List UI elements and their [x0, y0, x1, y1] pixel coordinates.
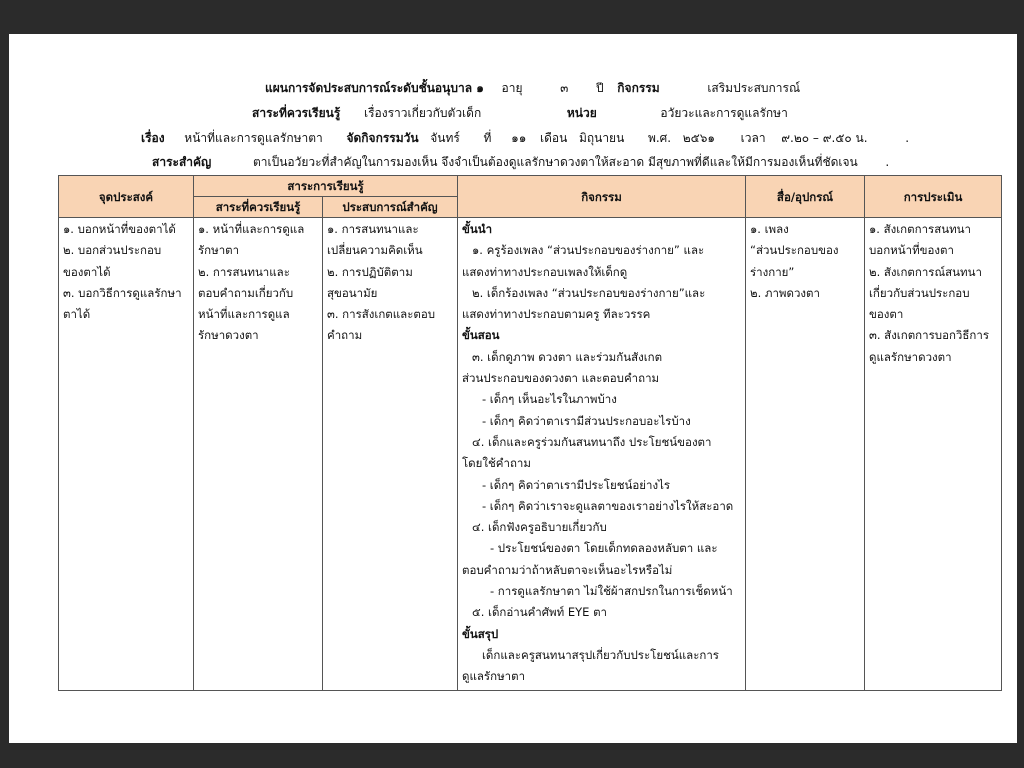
evaluation-line: บอกหน้าที่ของตา	[869, 243, 954, 258]
objective-line: ๒. บอกส่วนประกอบ	[63, 243, 162, 258]
activity-line: ๔. เด็กและครูร่วมกันสนทนาถึง ประโยชน์ของตา	[472, 434, 712, 449]
should-learn-line: รักษาดวงตา	[198, 328, 259, 343]
topic-value: หน้าที่และการดูแลรักษาตา	[184, 131, 323, 145]
media-cell	[746, 218, 865, 691]
plan-title: แผนการจัดประสบการณ์ระดับชั้นอนุบาล ๑	[265, 81, 484, 95]
month-value: มิถุนายน	[578, 131, 625, 145]
date-label: ที่	[483, 131, 492, 145]
key-experience-cell	[323, 218, 458, 691]
evaluation-line: ๓. สังเกตการบอกวิธีการ	[869, 328, 990, 343]
content-label: สาระที่ควรเรียนรู้	[252, 106, 341, 120]
time-label: เวลา	[740, 131, 766, 145]
day-label: จัดกิจกรรมวัน	[346, 131, 419, 145]
activity-line: - เด็กๆ เห็นอะไรในภาพบ้าง	[482, 392, 617, 407]
activity-line: แสดงท่าทางประกอบเพลงให้เด็กดู	[462, 264, 628, 279]
header-line-1	[265, 80, 800, 96]
key-experience-line: ๑. การสนทนาและ	[327, 222, 419, 236]
intro-phase-title: ขั้นนำ	[462, 222, 493, 236]
summary-phase-title: ขั้นสรุป	[462, 626, 499, 641]
document-page	[9, 34, 1017, 743]
evaluation-line: ๑. สังเกตการสนทนา	[869, 222, 971, 236]
should-learn-line: ๒. การสนทนาและ	[198, 264, 290, 279]
objective-line: ตาได้	[63, 307, 91, 322]
activity-line: ๓. เด็กดูภาพ ดวงตา และร่วมกันสังเกต	[472, 349, 663, 364]
time-value: ๙.๒๐ – ๙.๕๐ น.	[781, 131, 868, 145]
header-objectives: จุดประสงค์	[59, 176, 194, 218]
should-learn-line: รักษาตา	[198, 243, 240, 258]
activities-cell	[458, 218, 746, 691]
content-value: เรื่องราวเกี่ยวกับตัวเด็ก	[363, 106, 482, 120]
evaluation-line: เกี่ยวกับส่วนประกอบ	[869, 285, 970, 300]
media-line: “ส่วนประกอบของ	[750, 243, 839, 258]
activity-line: เด็กและครูสนทนาสรุปเกี่ยวกับประโยชน์และการ	[482, 647, 719, 662]
year-label: พ.ศ.	[647, 131, 672, 145]
date-value: ๑๑	[511, 131, 527, 145]
should-learn-line: ๑. หน้าที่และการดูแล	[198, 222, 305, 236]
header-should-learn: สาระที่ควรเรียนรู้	[194, 197, 323, 218]
activity-line: ดูแลรักษาตา	[462, 669, 526, 684]
evaluation-cell	[865, 218, 1002, 691]
media-line: ๒. ภาพดวงตา	[750, 285, 820, 300]
key-experience-line: ๒. การปฏิบัติตาม	[327, 264, 413, 279]
objective-line: ๓. บอกวิธีการดูแลรักษา	[63, 285, 182, 300]
year-value: ๒๕๖๑	[682, 131, 715, 145]
header-evaluation: การประเมิน	[865, 176, 1002, 218]
header-line-3-trailing: .	[905, 131, 910, 145]
activity-line: แสดงท่าทางประกอบตามครู ทีละวรรค	[462, 307, 651, 322]
activity-line: ๑. ครูร้องเพลง “ส่วนประกอบของร่างกาย” และ	[472, 243, 705, 258]
header-line-2	[252, 105, 788, 121]
age-unit: ปี	[596, 81, 604, 95]
header-activities: กิจกรรม	[458, 176, 746, 218]
teach-phase-title: ขั้นสอน	[462, 328, 500, 343]
header-key-experience: ประสบการณ์สำคัญ	[323, 197, 458, 218]
day-value: จันทร์	[430, 131, 460, 145]
key-experience-line: คำถาม	[327, 328, 363, 343]
evaluation-line: ๒. สังเกตการณ์สนทนา	[869, 264, 982, 279]
key-concept-label: สาระสำคัญ	[152, 155, 212, 169]
lesson-plan-table	[58, 175, 1002, 691]
activity-line: - เด็กๆ คิดว่าตาเรามีประโยชน์อย่างไร	[482, 477, 671, 492]
activity-label: กิจกรรม	[617, 81, 660, 95]
activity-line: - เด็กๆ คิดว่าเราจะดูแลตาของเราอย่างไรให้สะอาด	[482, 498, 734, 513]
activity-line: - เด็กๆ คิดว่าตาเรามีส่วนประกอบอะไรบ้าง	[482, 413, 691, 428]
evaluation-line: ของตา	[869, 307, 904, 322]
header-media: สื่อ/อุปกรณ์	[746, 176, 865, 218]
header-line-4-trailing: .	[885, 155, 890, 169]
key-experience-line: ๓. การสังเกตและตอบ	[327, 307, 436, 322]
age-label: อายุ	[501, 81, 523, 95]
unit-value: อวัยวะและการดูแลรักษา	[660, 106, 788, 120]
evaluation-line: ดูแลรักษาดวงตา	[869, 349, 952, 364]
key-concept-value: ตาเป็นอวัยวะที่สำคัญในการมองเห็น จึงจำเป็นต้องดูแลรักษาดวงตาให้สะอาด มีสุขภาพที่ดีและให้มีการมองเห็นที่ชัดเจน	[252, 155, 858, 169]
activity-value: เสริมประสบการณ์	[707, 81, 801, 95]
should-learn-line: ตอบคำถามเกี่ยวกับ	[198, 285, 294, 300]
month-label: เดือน	[539, 131, 568, 145]
activity-line: โดยใช้คำถาม	[462, 456, 531, 471]
activity-line: ตอบคำถามว่าถ้าหลับตาจะเห็นอะไรหรือไม่	[462, 562, 673, 577]
topic-label: เรื่อง	[141, 131, 165, 145]
should-learn-line: หน้าที่และการดูแล	[198, 307, 290, 322]
activity-line: - การดูแลรักษาตา ไม่ใช้ผ้าสกปรกในการเช็ดหน้า	[490, 584, 733, 599]
header-line-4	[152, 154, 889, 170]
activity-line: ๒. เด็กร้องเพลง “ส่วนประกอบของร่างกาย”และ	[472, 285, 706, 300]
activity-line: ๕. เด็กอ่านคำศัพท์ EYE ตา	[472, 605, 608, 620]
objectives-cell	[59, 218, 194, 691]
activity-line: ๔. เด็กฟังครูอธิบายเกี่ยวกับ	[472, 520, 607, 535]
objective-line: ของตาได้	[63, 264, 111, 279]
key-experience-line: สุขอนามัย	[327, 285, 378, 300]
unit-label: หน่วย	[566, 106, 597, 120]
objective-line: ๑. บอกหน้าที่ของตาได้	[63, 222, 176, 236]
should-learn-cell	[194, 218, 323, 691]
header-learning-content: สาระการเรียนรู้	[194, 176, 458, 197]
header-line-3	[141, 130, 909, 146]
lesson-plan	[9, 34, 1017, 743]
media-line: ร่างกาย”	[750, 264, 795, 279]
key-experience-line: เปลี่ยนความคิดเห็น	[327, 243, 423, 258]
media-line: ๑. เพลง	[750, 222, 789, 236]
age-value: ๓	[560, 81, 569, 95]
activity-line: - ประโยชน์ของตา โดยเด็กทดลองหลับตา และ	[490, 541, 718, 556]
activity-line: ส่วนประกอบของดวงตา และตอบคำถาม	[462, 371, 660, 386]
